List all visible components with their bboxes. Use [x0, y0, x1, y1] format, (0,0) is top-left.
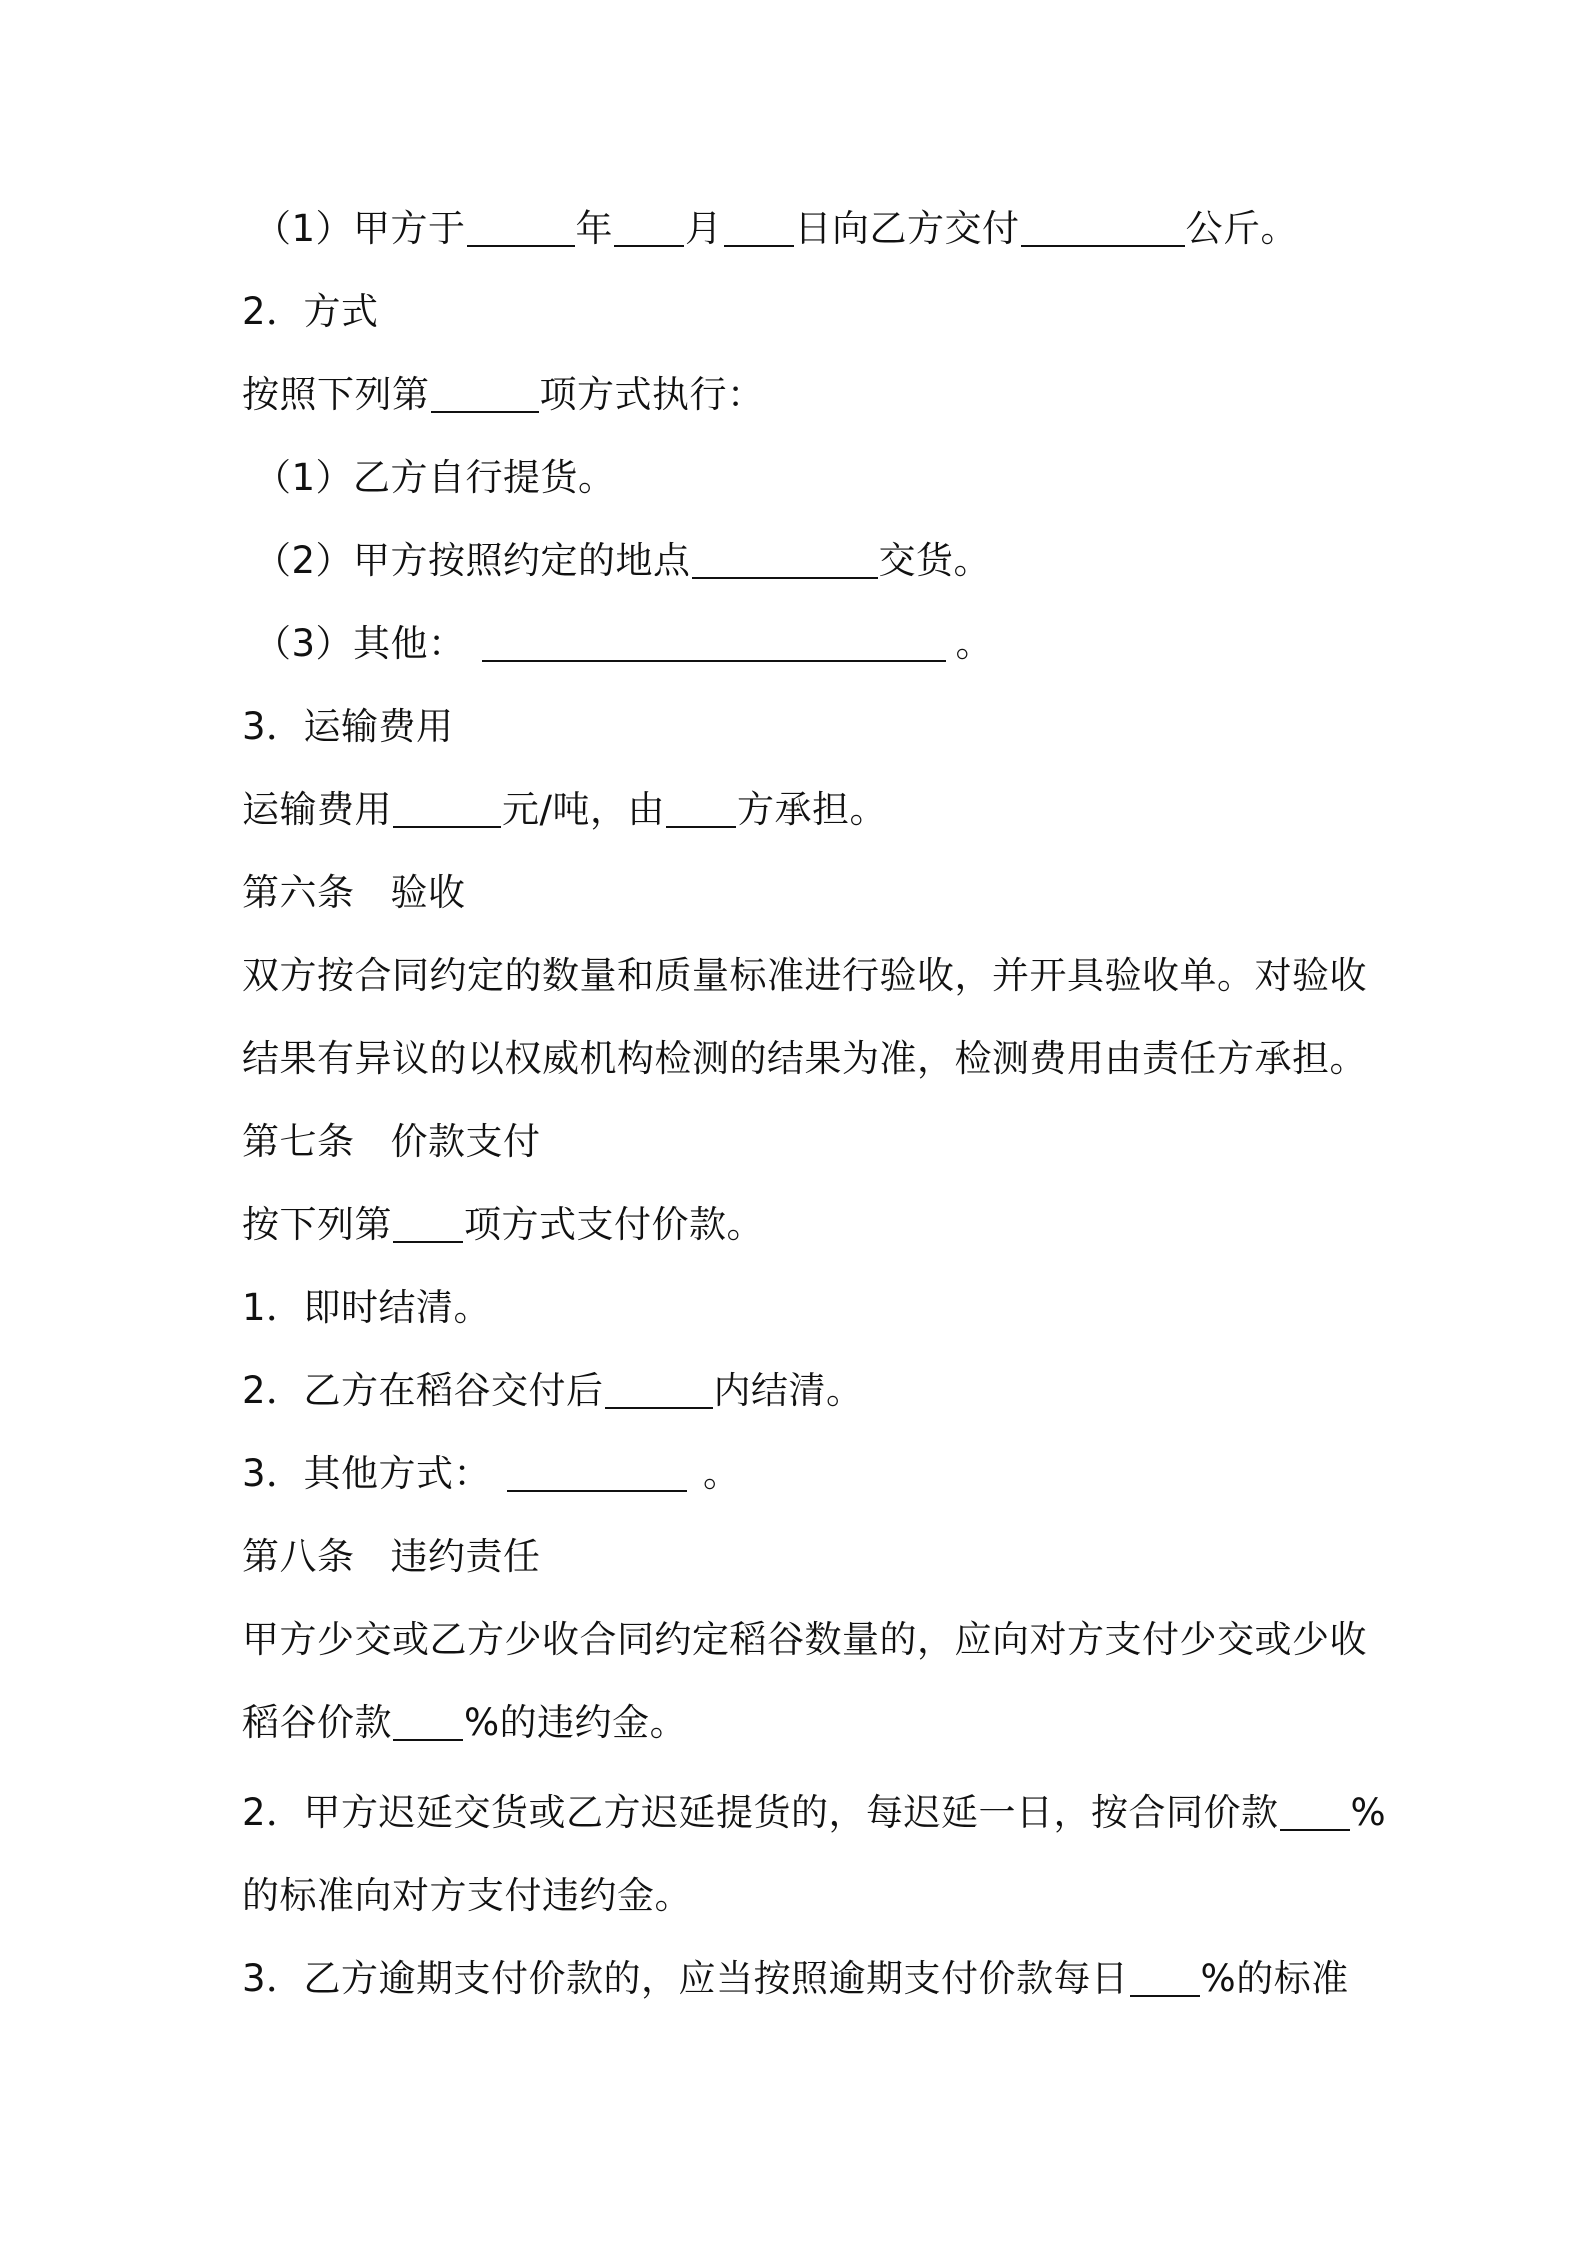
line-text: 双方按合同约定的数量和质量标准进行验收，并开具验收单。对验收 — [242, 954, 1367, 997]
line-text: %的违约金。 — [464, 1701, 688, 1744]
line-text: 交货。 — [878, 539, 992, 582]
payment-selection-line — [242, 1201, 764, 1249]
line-text: 按照下列第 — [242, 373, 430, 416]
line-text: 2．甲方迟延交货或乙方迟延提货的，每迟延一日，按合同价款 — [242, 1791, 1279, 1834]
blank-month-field[interactable] — [614, 215, 684, 247]
blank-delay-penalty-percent-field[interactable] — [1280, 1799, 1350, 1831]
blank-settlement-period-field[interactable] — [605, 1377, 713, 1409]
line-text: （1）乙方自行提货。 — [254, 456, 616, 499]
section-heading-transport-fee — [242, 703, 454, 751]
line-text: （3）其他： — [254, 622, 466, 665]
article-8-title — [242, 1533, 541, 1581]
article-name: 价款支付 — [390, 1120, 541, 1163]
blank-bearing-party-field[interactable] — [666, 796, 736, 828]
line-text: 2．乙方在稻谷交付后 — [242, 1369, 604, 1412]
line-text: 方承担。 — [736, 788, 887, 831]
blank-day-field[interactable] — [724, 215, 794, 247]
article-8-body-line-2 — [242, 1699, 687, 1747]
line-text: 3．运输费用 — [242, 705, 454, 748]
line-text: 日向乙方交付 — [794, 207, 1020, 250]
line-text: 元/吨，由 — [502, 788, 665, 831]
line-text: 3．乙方逾期支付价款的，应当按照逾期支付价款每日 — [242, 1957, 1129, 2000]
line-text: 的标准向对方支付违约金。 — [242, 1874, 692, 1917]
article-6-body-line-1 — [242, 952, 1367, 1000]
article-8-body-line-1 — [242, 1616, 1367, 1664]
blank-payment-method-number-field[interactable] — [393, 1211, 463, 1243]
line-text: % — [1350, 1791, 1387, 1834]
article-number: 第八条 — [242, 1535, 355, 1578]
line-text: 2．方式 — [242, 290, 379, 333]
blank-late-payment-percent-field[interactable] — [1130, 1965, 1200, 1997]
liability-clause-3-line-1 — [242, 1955, 1349, 2003]
article-name: 违约责任 — [390, 1535, 541, 1578]
method-selection-line — [242, 371, 765, 419]
blank-other-payment-field[interactable] — [507, 1460, 687, 1492]
line-text: 月 — [685, 207, 723, 250]
line-text: 按下列第 — [242, 1203, 392, 1246]
article-number: 第七条 — [242, 1120, 355, 1163]
method-option-2 — [254, 537, 991, 585]
line-text: （2）甲方按照约定的地点 — [254, 539, 691, 582]
line-text: 公斤。 — [1185, 207, 1299, 250]
blank-method-number-field[interactable] — [431, 381, 539, 413]
line-text: 甲方少交或乙方少收合同约定稻谷数量的，应向对方支付少交或少收 — [242, 1618, 1367, 1661]
line-text: 。 — [955, 622, 994, 665]
payment-option-2 — [242, 1367, 864, 1415]
line-text: 1．即时结清。 — [242, 1286, 492, 1329]
line-text: %的标准 — [1200, 1957, 1349, 2000]
article-name: 验收 — [390, 871, 466, 914]
clause-5-1-1-delivery-date — [254, 205, 1298, 253]
article-number: 第六条 — [242, 871, 355, 914]
method-option-1 — [254, 454, 616, 502]
blank-location-field[interactable] — [692, 547, 878, 579]
line-text: 稻谷价款 — [242, 1701, 392, 1744]
blank-fee-per-ton-field[interactable] — [393, 796, 501, 828]
article-6-body-line-2 — [242, 1035, 1367, 1083]
method-option-3 — [254, 620, 993, 668]
liability-clause-2-line-1 — [242, 1789, 1386, 1837]
payment-option-1 — [242, 1284, 491, 1332]
line-text: 项方式执行： — [539, 373, 765, 416]
line-text: （1）甲方于 — [254, 207, 466, 250]
section-heading-method — [242, 288, 379, 336]
line-text: 3．其他方式： — [242, 1452, 492, 1495]
line-text: 项方式支付价款。 — [464, 1203, 764, 1246]
line-text: 内结清。 — [713, 1369, 864, 1412]
blank-penalty-percent-field[interactable] — [393, 1709, 463, 1741]
blank-year-field[interactable] — [467, 215, 575, 247]
liability-clause-2-line-2 — [242, 1872, 692, 1920]
payment-option-3 — [242, 1450, 741, 1498]
line-text: 。 — [703, 1452, 741, 1495]
transport-fee-line — [242, 786, 887, 834]
line-text: 结果有异议的以权威机构检测的结果为准，检测费用由责任方承担。 — [242, 1037, 1367, 1080]
line-text: 运输费用 — [242, 788, 392, 831]
blank-quantity-field[interactable] — [1021, 215, 1185, 247]
article-6-title — [242, 869, 466, 917]
line-text: 年 — [575, 207, 614, 250]
article-7-title — [242, 1118, 541, 1166]
blank-other-method-field[interactable] — [482, 630, 946, 662]
